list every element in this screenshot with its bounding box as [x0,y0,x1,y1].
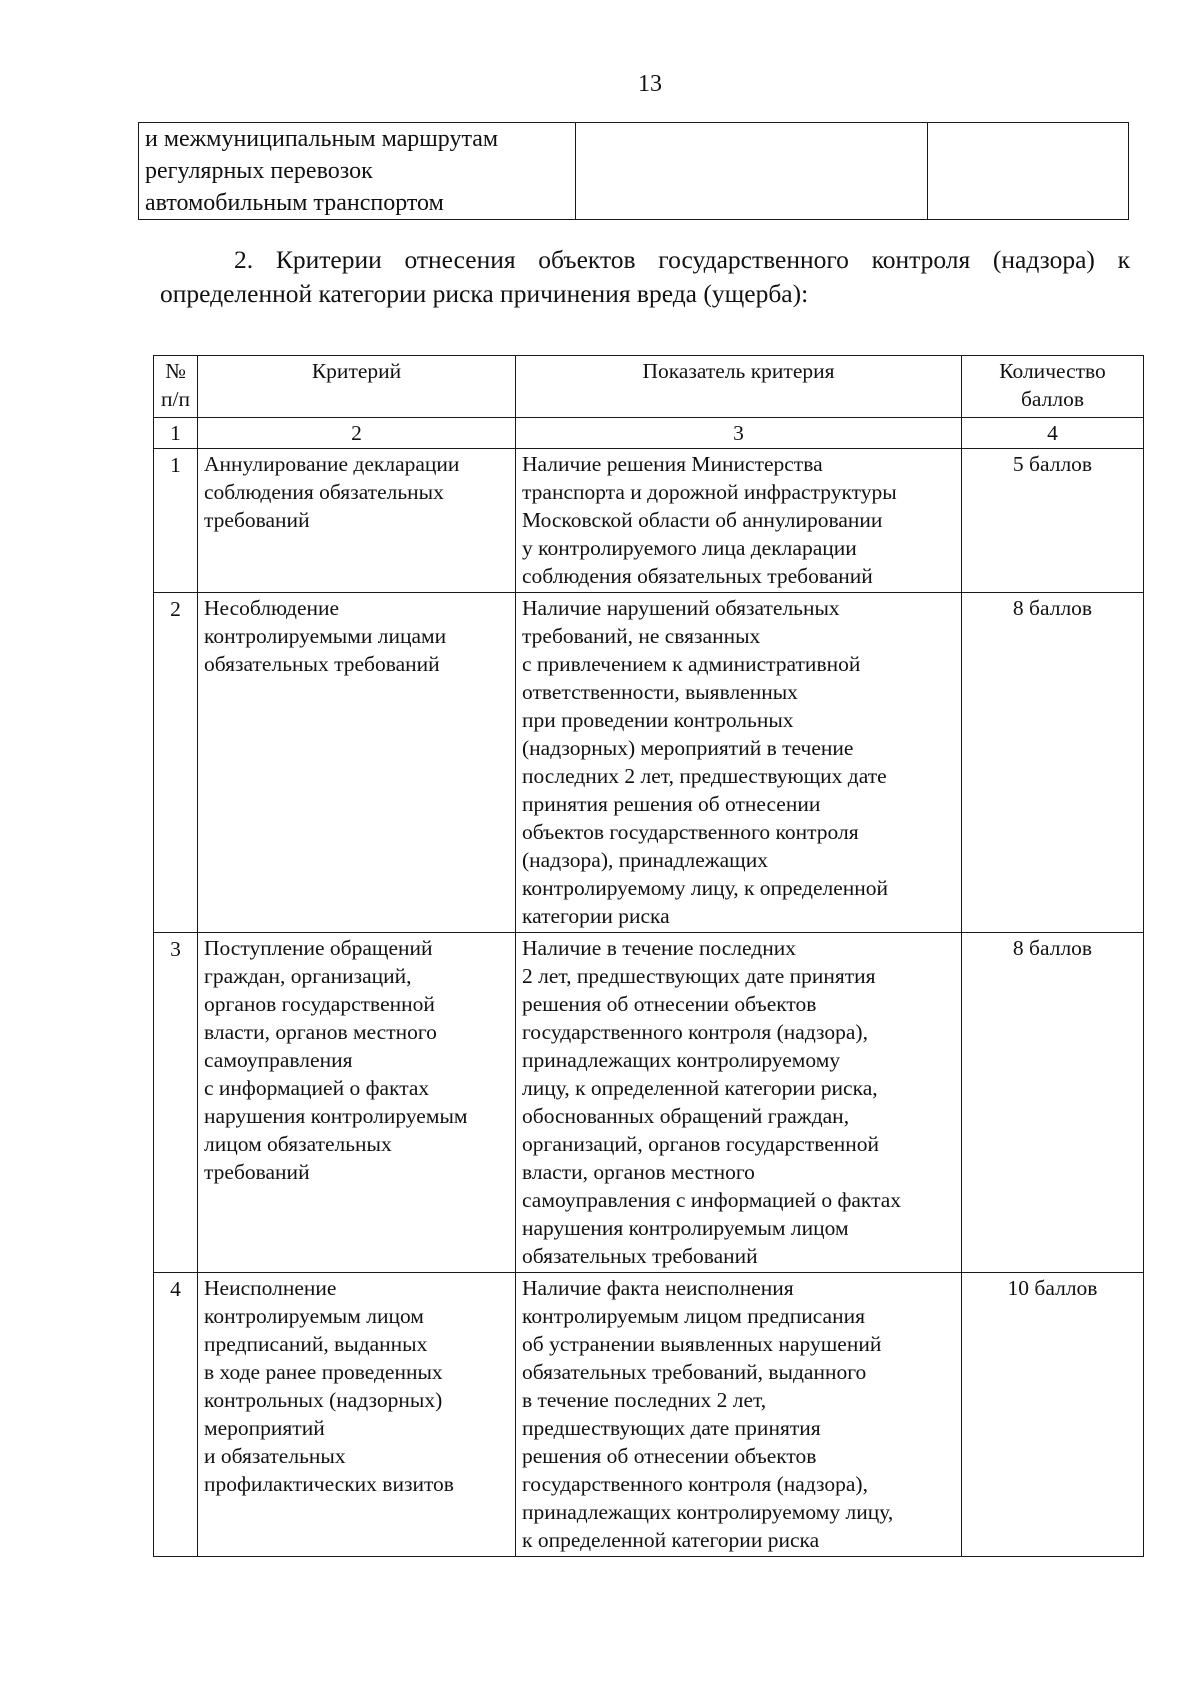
score-cell: 10 баллов [962,1273,1144,1557]
table-row [154,593,1144,933]
route-text-cell: и межмуниципальным маршрутам регулярных перевозок автомобильным транспортом [139,123,576,220]
header-number: № п/п [154,356,198,418]
page-number: 13 [638,71,662,97]
row-number: 3 [154,933,198,1273]
column-number: 4 [962,418,1144,449]
indicator-cell: Наличие факта неисполнения контролируемым лицом предписания об устранении выявленных нарушений обязательных требований, выданного в течение последних 2 лет, предшествующих дате принятия решения об отнесении объектов государственного контроля (надзора), принадлежащих контролируемому лицу, к определенной категории риска [516,1273,962,1557]
row-number: 2 [154,593,198,933]
indicator-cell: Наличие нарушений обязательных требований, не связанных с привлечением к административной ответственности, выявленных при проведении контрольных (надзорных) мероприятий в течение последних 2 лет, предшествующих дате принятия решения об отнесении объектов государственного контроля (надзора), принадлежащих контролируемому лицу, к определенной категории риска [516,593,962,933]
section-title: Критерии отнесения объектов государственного контроля (надзора) к определенной категории риска причинения вреда (ущерба): [160,245,1131,308]
table-row [154,1273,1144,1557]
empty-cell [928,123,1129,220]
row-number: 4 [154,1273,198,1557]
score-cell: 8 баллов [962,933,1144,1273]
column-number: 2 [198,418,516,449]
score-cell: 8 баллов [962,593,1144,933]
indicator-cell: Наличие решения Министерства транспорта и дорожной инфраструктуры Московской области об аннулировании у контролируемого лица декларации соблюдения обязательных требований [516,449,962,593]
column-number: 3 [516,418,962,449]
header-row [154,356,1144,418]
indicator-cell: Наличие в течение последних 2 лет, предшествующих дате принятия решения об отнесении объектов государственного контроля (надзора), принадлежащих контролируемому лицу, к определенной категории риска, обоснованных обращений граждан, организаций, органов государственной власти, органов местного самоуправления с информацией о фактах нарушения контролируемым лицом обязательных требований [516,933,962,1273]
column-number-row [154,418,1144,449]
header-score: Количество баллов [962,356,1144,418]
criterion-cell: Поступление обращений граждан, организаций, органов государственной власти, органов местного самоуправления с информацией о фактах нарушения контролируемым лицом обязательных требований [198,933,516,1273]
section-heading [160,243,1130,311]
criteria-table [153,355,1144,1557]
column-number: 1 [154,418,198,449]
table-row [139,123,1129,220]
criterion-cell: Несоблюдение контролируемыми лицами обязательных требований [198,593,516,933]
section-number: 2. [234,245,254,274]
empty-cell [576,123,928,220]
row-number: 1 [154,449,198,593]
continued-table [138,122,1129,220]
table-row [154,449,1144,593]
header-indicator: Показатель критерия [516,356,962,418]
header-criterion: Критерий [198,356,516,418]
criterion-cell: Неисполнение контролируемым лицом предписаний, выданных в ходе ранее проведенных контрольных (надзорных) мероприятий и обязательных профилактических визитов [198,1273,516,1557]
table-row [154,933,1144,1273]
criterion-cell: Аннулирование декларации соблюдения обязательных требований [198,449,516,593]
score-cell: 5 баллов [962,449,1144,593]
